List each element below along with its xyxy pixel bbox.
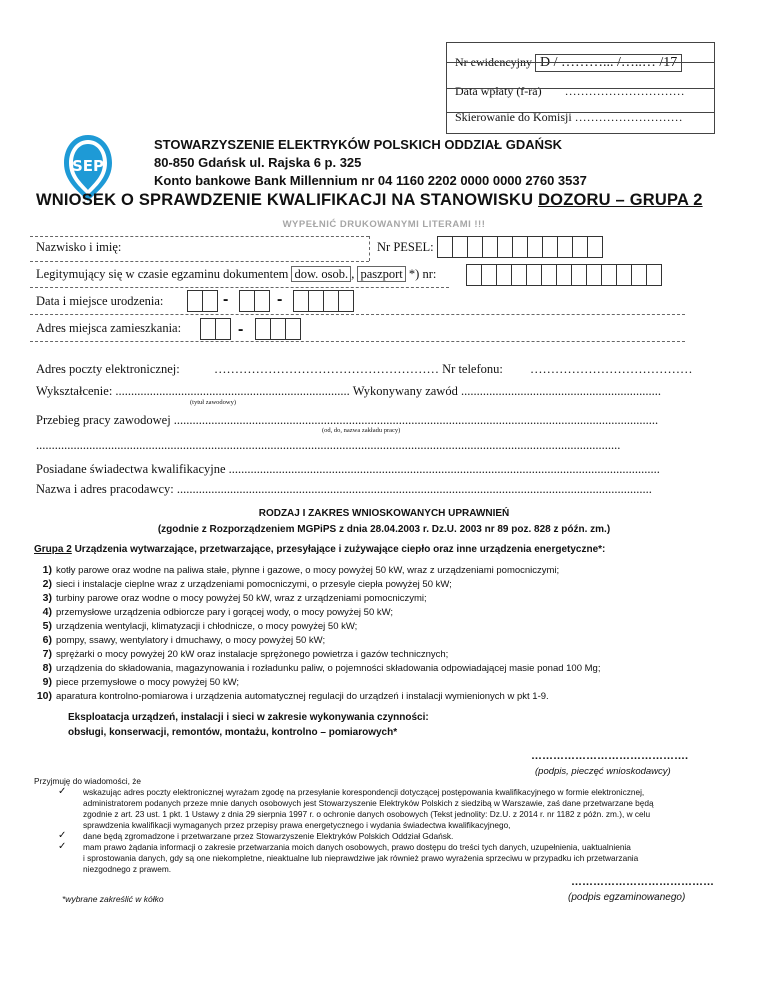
id-number-input[interactable] xyxy=(467,264,662,286)
phone-field[interactable]: ………………………………… xyxy=(530,362,693,376)
scope-legal-basis: (zgodnie z Rozporządzeniem MGPiPS z dnia 28.04.2003 r. Dz.U. 2003 nr 89 poz. 828 z późn. zm.) xyxy=(157,524,611,535)
group-label: Grupa 2 xyxy=(34,544,72,555)
item-number: 8) xyxy=(42,662,52,674)
form-title: WNIOSEK O SPRAWDZENIE KWALIFIKACJI NA STANOWISKU DOZORU – GRUPA 2 xyxy=(36,191,703,209)
item-number: 7) xyxy=(42,648,52,660)
field-border xyxy=(30,236,369,237)
postal-code-second[interactable] xyxy=(256,318,301,340)
payment-date-field[interactable]: ………………………… xyxy=(564,84,685,98)
scope-item[interactable]: przemysłowe urządzenia odbiorcze pary i gorącej wody, o mocy powyżej 50 kW; xyxy=(56,607,394,618)
evidence-number-field[interactable]: D / ………... /…..… /17 xyxy=(535,54,682,72)
applicant-signature-label: (podpis, pieczęć wnioskodawcy) xyxy=(535,766,671,777)
consent-line: administratorem podanych przeze mnie danych osobowych jest Stowarzyszenie Elektryków Polskich z siedzibą w Warszawie, zaś dane przetwarzane będą xyxy=(83,798,654,808)
item-number: 3) xyxy=(42,592,52,604)
title-underlined: DOZORU – GRUPA 2 xyxy=(538,191,703,209)
consent-line: wskazując adres poczty elektronicznej wyrażam zgodę na przesyłanie korespondencji dotyczącej postępowania kwalifikacyjnego w formie elektronicznej, xyxy=(83,787,645,797)
logo-text: SEP xyxy=(71,157,105,175)
field-border xyxy=(30,314,685,315)
scope-item[interactable]: aparatura kontrolno-pomiarowa i urządzenia automatycznej regulacji do urządzeń i instalacji wymienionych w pkt 1-9. xyxy=(56,691,549,702)
examinee-signature-line[interactable]: ………………………………… xyxy=(571,876,714,888)
consent-line: niezgodnego z prawem. xyxy=(83,864,172,874)
referral-row[interactable]: Skierowanie do Komisji ……………………… xyxy=(455,110,683,124)
consent-line: dane będą zgromadzone i przetwarzane przez Stowarzyszenie Elektryków Polskich Oddział Gdańsk. xyxy=(83,831,454,841)
check-icon: ✓ xyxy=(58,841,67,852)
field-border xyxy=(369,236,370,261)
consent-intro: Przyjmuję do wiadomości, że xyxy=(34,776,141,786)
consent-line: zgodnie z art. 23 ust. 1 pkt. 1 Ustawy z dnia 29 sierpnia 1997 r. o ochronie danych osobowych (Tekst jednolity: Dz.U. z 2014 r. nr 1182 z późn. zm.), w celu xyxy=(83,809,651,819)
evidence-divider xyxy=(446,62,715,63)
scope-item[interactable]: sprężarki o mocy powyżej 20 kW oraz instalacje sprężonego powietrza i gazów technicznych; xyxy=(56,649,449,660)
field-border xyxy=(30,341,685,342)
item-number: 6) xyxy=(42,634,52,646)
check-icon: ✓ xyxy=(58,830,67,841)
examinee-signature-label: (podpis egzaminowanego) xyxy=(568,892,686,903)
id-option-paszport[interactable]: paszport xyxy=(357,266,405,282)
org-bank-account: Konto bankowe Bank Millennium nr 04 1160 2202 0000 0000 2760 3537 xyxy=(154,173,587,188)
activity-line-1[interactable]: Eksploatacja urządzeń, instalacji i sieci w zakresie wykonywania czynności: xyxy=(68,712,429,723)
scope-item[interactable]: pompy, ssawy, wentylatory i dmuchawy, o mocy powyżej 50 kW; xyxy=(56,635,326,646)
scope-item[interactable]: turbiny parowe oraz wodne o mocy powyżej 50 kW, wraz z urządzeniami pomocniczymi; xyxy=(56,593,427,604)
scope-item[interactable]: kotły parowe oraz wodne na paliwa stałe, płynne i gazowe, o mocy powyżej 50 kW, wraz z urządzeniami pomocniczymi; xyxy=(56,565,560,576)
payment-date-row xyxy=(455,84,685,99)
employer-field[interactable]: Nazwa i adres pracodawcy: ........................................................................................................................................................ xyxy=(36,482,652,496)
birth-year-input[interactable] xyxy=(294,290,354,312)
activity-line-2[interactable]: obsługi, konserwacji, remontów, montażu, kontrolno – pomiarowych* xyxy=(68,727,398,738)
id-document-row: Legitymujący się w czasie egzaminu dokumentem dow. osob. , paszport *) nr: xyxy=(36,267,437,281)
check-icon: ✓ xyxy=(58,786,67,797)
item-number: 10) xyxy=(36,690,52,702)
item-number: 2) xyxy=(42,578,52,590)
postal-code-first[interactable] xyxy=(201,318,231,340)
postal-separator: - xyxy=(238,321,244,338)
group-heading: Grupa 2 Urządzenia wytwarzające, przetwarzające, przesyłające i zużywające ciepło oraz inne urządzenia energetyczne*: xyxy=(34,544,606,555)
certificates-field[interactable]: Posiadane świadectwa kwalifikacyjne .......................................................................................................................................... xyxy=(36,462,660,476)
evidence-divider xyxy=(446,112,715,113)
education-field[interactable]: Wykształcenie: ........................................................................... Wykonywany zawód ................................................................ xyxy=(36,384,661,398)
applicant-signature-line[interactable]: ……………………………………. xyxy=(531,750,689,762)
field-border xyxy=(30,287,449,288)
fill-note: WYPEŁNIĆ DRUKOWANYMI LITERAMI !!! xyxy=(282,219,486,230)
field-border xyxy=(30,261,369,262)
career-continuation[interactable]: ........................................................................................................................................................................................... xyxy=(36,438,621,452)
scope-item[interactable]: urządzenia do składowania, magazynowania i rozładunku paliw, o pojemności składowania odpowiadającej masie ponad 100 Mg; xyxy=(56,663,601,674)
org-address: 80-850 Gdańsk ul. Rajska 6 p. 325 xyxy=(154,155,362,170)
scope-item[interactable]: sieci i instalacje cieplne wraz z urządzeniami pomocniczymi, o przesyle ciepła powyżej 50 kW; xyxy=(56,579,452,590)
name-label: Nazwisko i imię: xyxy=(36,240,122,254)
evidence-number-label: Nr ewidencyjny xyxy=(455,55,532,69)
scope-item[interactable]: urządzenia wentylacji, klimatyzacji i chłodnicze, o mocy powyżej 50 kW; xyxy=(56,621,358,632)
email-field[interactable]: ……………………………………………… Nr telefonu: xyxy=(214,362,503,376)
date-separator: - xyxy=(223,291,229,308)
address-label: Adres miejsca zamieszkania: xyxy=(36,321,182,335)
pesel-label: Nr PESEL: xyxy=(377,240,434,254)
item-number: 1) xyxy=(42,564,52,576)
footnote: *wybrane zakreślić w kółko xyxy=(62,894,164,904)
evidence-divider xyxy=(446,88,715,89)
date-separator: - xyxy=(277,291,283,308)
birth-day-input[interactable] xyxy=(188,290,218,312)
birth-month-input[interactable] xyxy=(240,290,270,312)
scope-heading: RODZAJ I ZAKRES WNIOSKOWANYCH UPRAWNIEŃ xyxy=(258,508,510,519)
email-label: Adres poczty elektronicznej: xyxy=(36,362,180,376)
birth-label: Data i miejsce urodzenia: xyxy=(36,294,164,308)
career-hint: (od, do, nazwa zakładu pracy) xyxy=(322,427,401,434)
consent-line: i sprostowania danych, gdy są one niekompletne, nieaktualne lub nieprawdziwe jak również prawo wyrażenia sprzeciwu w przypadku ich przetwarzania xyxy=(83,853,639,863)
item-number: 9) xyxy=(42,676,52,688)
item-number: 4) xyxy=(42,606,52,618)
id-option-dow-osob[interactable]: dow. osob. xyxy=(291,266,351,282)
item-number: 5) xyxy=(42,620,52,632)
pesel-input[interactable] xyxy=(438,236,603,258)
education-hint: (tytuł zawodowy) xyxy=(190,399,237,406)
org-name: STOWARZYSZENIE ELEKTRYKÓW POLSKICH ODDZIAŁ GDAŃSK xyxy=(154,137,563,152)
evidence-number-row xyxy=(455,54,682,72)
consent-line: sprawdzenia kwalifikacji wymaganych przez przepisy prawa energetycznego i wydania świadectwa kwalifikacyjnego, xyxy=(83,820,511,830)
consent-line: mam prawo żądania informacji o zakresie przetwarzania moich danych osobowych, prawo dostępu do treści tych danych, uzupełnienia, uaktualnienia xyxy=(83,842,631,852)
scope-item[interactable]: piece przemysłowe o mocy powyżej 50 kW; xyxy=(56,677,240,688)
career-field[interactable]: Przebieg pracy zawodowej ........................................................................................................................................................... xyxy=(36,413,659,427)
payment-date-label: Data wpłaty (f-ra) xyxy=(455,84,542,98)
